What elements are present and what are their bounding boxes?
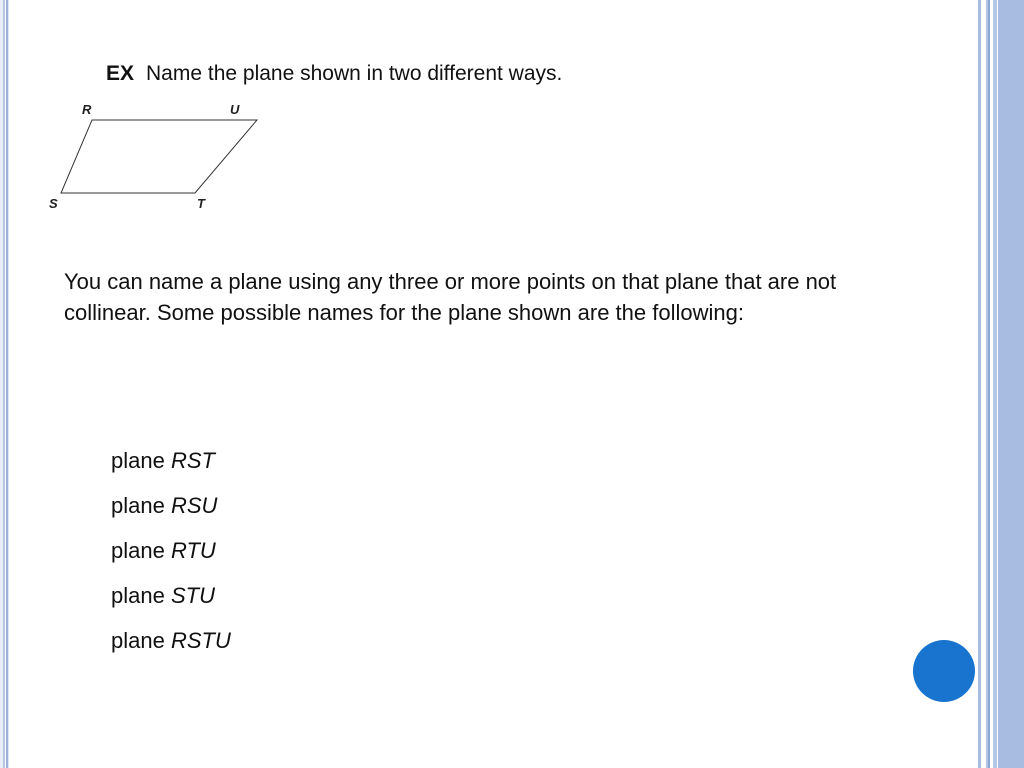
- plane-parallelogram: [61, 120, 257, 193]
- plane-prefix: plane: [111, 538, 165, 563]
- explanation-paragraph: You can name a plane using any three or more points on that plane that are not collinear. Some possible names for the plane shown are the following:: [64, 269, 837, 325]
- plane-prefix: plane: [111, 583, 165, 608]
- example-label: EX: [106, 62, 135, 85]
- plane-names-list: [111, 447, 231, 672]
- vertex-label-s: S: [49, 196, 58, 211]
- left-decorative-border: [0, 0, 9, 768]
- example-prompt: Name the plane shown in two different ways.: [146, 62, 563, 85]
- plane-prefix: plane: [111, 493, 165, 518]
- plane-prefix: plane: [111, 448, 165, 473]
- list-item: [111, 447, 231, 492]
- list-item: [111, 492, 231, 537]
- list-item: [111, 537, 231, 582]
- parallelogram-figure: [40, 96, 260, 218]
- right-decorative-border: [976, 0, 1024, 768]
- list-item: [111, 582, 231, 627]
- plane-name: RTU: [170, 538, 216, 563]
- plane-name: RSU: [170, 493, 218, 518]
- plane-name: STU: [170, 583, 215, 608]
- vertex-label-t: T: [197, 196, 205, 211]
- vertex-label-r: R: [82, 102, 92, 117]
- plane-prefix: plane: [111, 628, 165, 653]
- decorative-blue-circle: [913, 640, 975, 702]
- plane-name: RST: [170, 448, 215, 473]
- example-heading: [106, 62, 562, 86]
- list-item: [111, 627, 231, 672]
- vertex-label-u: U: [230, 102, 240, 117]
- plane-name: RSTU: [170, 628, 231, 653]
